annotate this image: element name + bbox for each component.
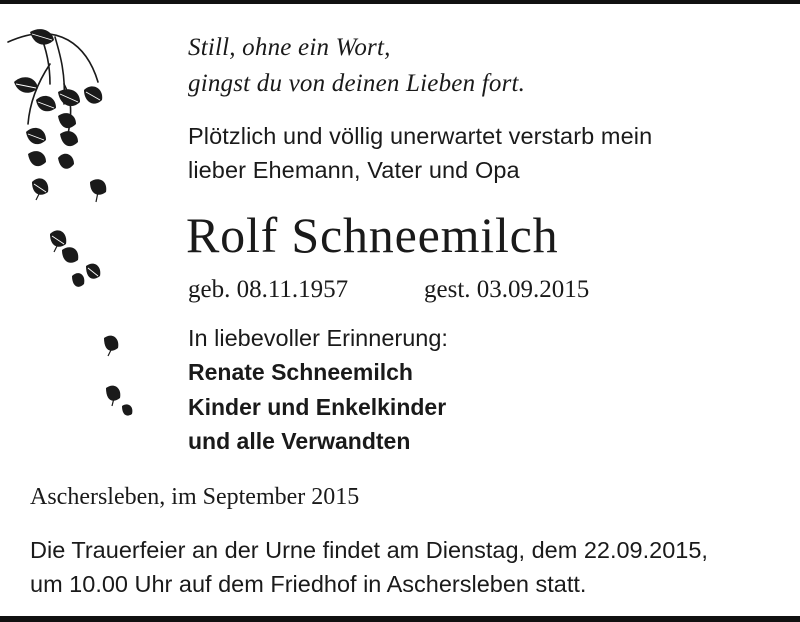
mourner-name: und alle Verwandten: [188, 428, 411, 454]
falling-leaves-icon: [0, 4, 180, 434]
funeral-line-1: Die Trauerfeier an der Urne findet am Dienstag, dem 22.09.2015,: [30, 537, 708, 563]
verse-line-2: gingst du von deinen Lieben fort.: [188, 70, 526, 97]
memory-intro: In liebevoller Erinnerung:: [188, 325, 448, 351]
funeral-line-2: um 10.00 Uhr auf dem Friedhof in Aschersleben statt.: [30, 571, 587, 597]
birth-date: geb. 08.11.1957: [188, 276, 349, 303]
mourner-name: Renate Schneemilch: [188, 359, 413, 385]
mourner-name: Kinder und Enkelkinder: [188, 394, 447, 420]
place-date: Aschersleben, im September 2015: [30, 484, 360, 510]
intro-line-2: lieber Ehemann, Vater und Opa: [188, 157, 520, 183]
death-date: gest. 03.09.2015: [424, 276, 590, 303]
life-dates: [188, 276, 589, 304]
intro-line-1: Plötzlich und völlig unerwartet verstarb mein: [188, 123, 653, 149]
deceased-name: Rolf Schneemilch: [186, 207, 559, 263]
verse-line-1: Still, ohne ein Wort,: [188, 34, 391, 61]
